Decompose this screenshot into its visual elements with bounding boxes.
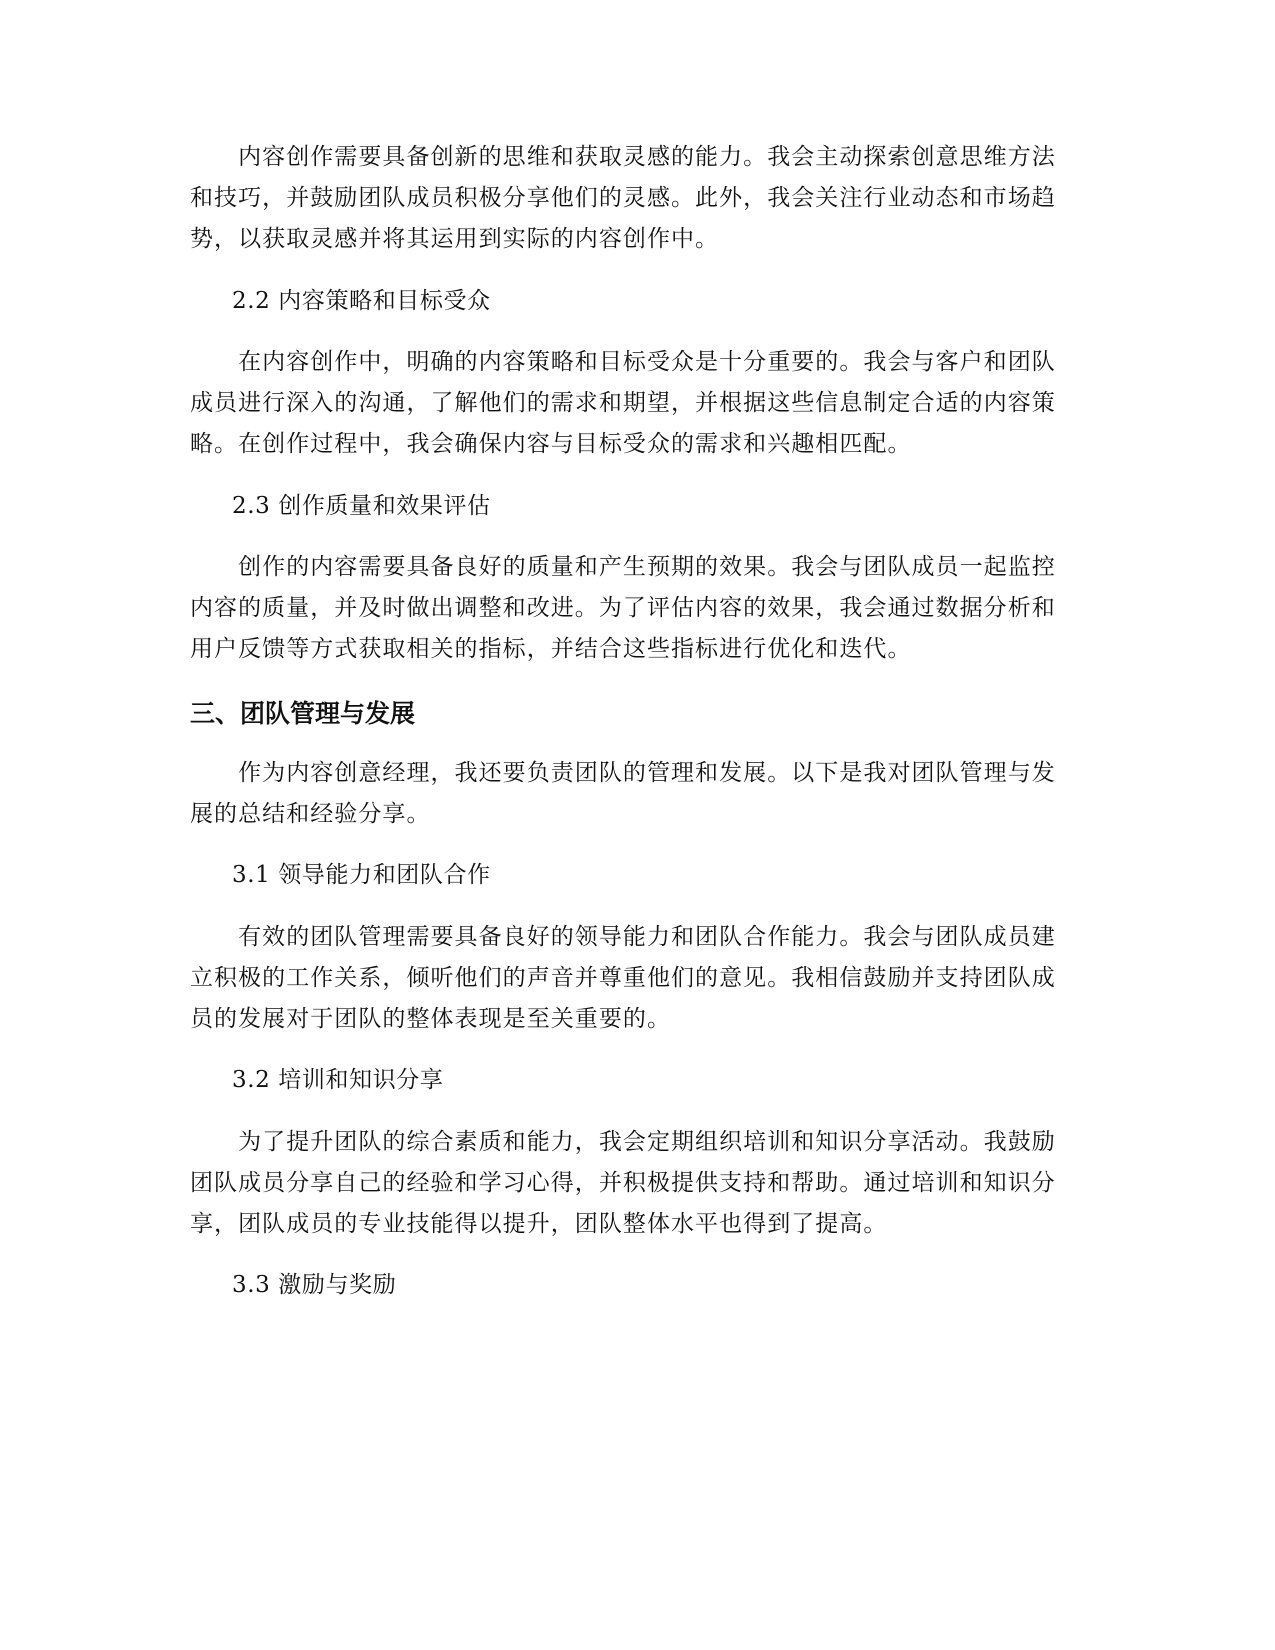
paragraph-team-intro: 作为内容创意经理，我还要负责团队的管理和发展。以下是我对团队管理与发 展的总结和经验分享。 [190, 760, 1056, 827]
paragraph-training: 为了提升团队的综合素质和能力，我会定期组织培训和知识分享活动。我鼓励 团队成员分享自己的经验和学习心得，并积极提供支持和帮助。通过培训和知识分 享，团队成员的专业技能得以提升，团队整体水平也得到了提高。 [190, 1129, 1056, 1237]
subheading-2-2: 2.2 内容策略和目标受众 [232, 288, 491, 314]
subheading-3-1: 3.1 领导能力和团队合作 [232, 862, 491, 888]
subheading-3-3: 3.3 激励与奖励 [232, 1272, 397, 1298]
paragraph-content-creativity: 内容创作需要具备创新的思维和获取灵感的能力。我会主动探索创意思维方法 和技巧，并鼓励团队成员积极分享他们的灵感。此外，我会关注行业动态和市场趋 势，以获取灵感并将其运用到实际的内容创作中。 [190, 144, 1056, 252]
subheading-2-3: 2.3 创作质量和效果评估 [232, 493, 491, 519]
paragraph-quality-evaluation: 创作的内容需要具备良好的质量和产生预期的效果。我会与团队成员一起监控 内容的质量，并及时做出调整和改进。为了评估内容的效果，我会通过数据分析和 用户反馈等方式获取相关的指标，并结合这些指标进行优化和迭代。 [190, 554, 1056, 662]
section-heading-3: 三、团队管理与发展 [190, 699, 416, 728]
subheading-3-2: 3.2 培训和知识分享 [232, 1067, 444, 1093]
paragraph-content-strategy: 在内容创作中，明确的内容策略和目标受众是十分重要的。我会与客户和团队 成员进行深入的沟通，了解他们的需求和期望，并根据这些信息制定合适的内容策 略。在创作过程中，我会确保内容与目标受众的需求和兴趣相匹配。 [190, 349, 1056, 457]
paragraph-leadership: 有效的团队管理需要具备良好的领导能力和团队合作能力。我会与团队成员建 立积极的工作关系，倾听他们的声音并尊重他们的意见。我相信鼓励并支持团队成 员的发展对于团队的整体表现是至关重要的。 [190, 924, 1056, 1032]
